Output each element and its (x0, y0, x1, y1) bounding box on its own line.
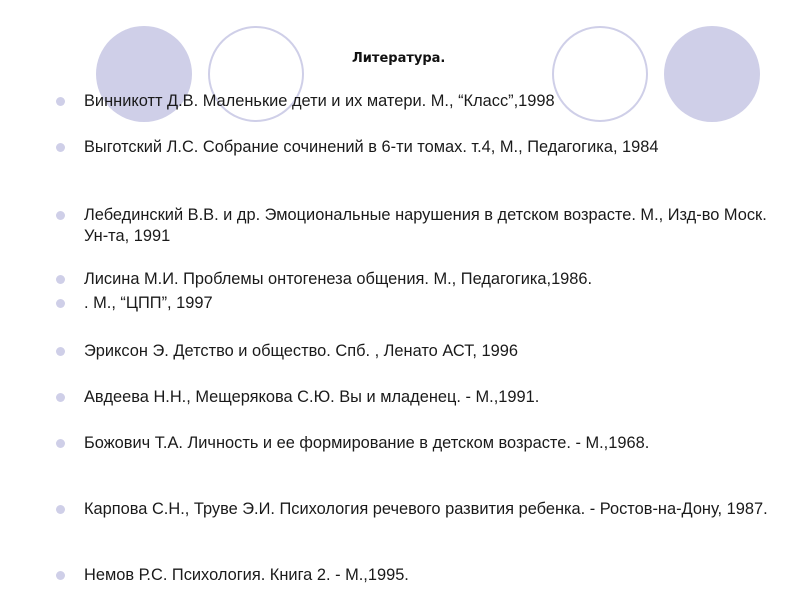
reference-item (84, 433, 774, 454)
bullet-icon (56, 211, 65, 220)
bullet-icon (56, 571, 65, 580)
reference-text: Авдеева Н.Н., Мещерякова С.Ю. Вы и младенец. - М.,1991. (84, 388, 540, 406)
slide-title: Литература. (352, 51, 446, 66)
reference-item (84, 565, 774, 586)
reference-item (84, 341, 774, 362)
reference-item (84, 269, 774, 290)
reference-item (84, 205, 774, 247)
bullet-icon (56, 505, 65, 514)
reference-item (84, 387, 774, 408)
reference-item (84, 499, 774, 520)
reference-text: Немов Р.С. Психология. Книга 2. - М.,1995. (84, 566, 409, 584)
reference-text: . М., “ЦПП”, 1997 (84, 294, 213, 312)
bullet-icon (56, 393, 65, 402)
bullet-icon (56, 347, 65, 356)
bullet-icon (56, 299, 65, 308)
reference-text: Карпова С.Н., Труве Э.И. Психология речевого развития ребенка. - Ростов-на-Дону, 1987. (84, 500, 768, 518)
bullet-icon (56, 439, 65, 448)
reference-text: Божович Т.А. Личность и ее формирование в детском возрасте. - М.,1968. (84, 434, 650, 452)
reference-text: Выготский Л.С. Собрание сочинений в 6-ти томах. т.4, М., Педагогика, 1984 (84, 138, 659, 156)
reference-text: Лебединский В.В. и др. Эмоциональные нарушения в детском возрасте. М., Изд-во Моск. Ун-та, 1991 (84, 206, 767, 245)
reference-text: Эриксон Э. Детство и общество. Спб. , Ленато АСТ, 1996 (84, 342, 518, 360)
bullet-icon (56, 97, 65, 106)
reference-text: Лисина М.И. Проблемы онтогенеза общения. М., Педагогика,1986. (84, 270, 593, 288)
bullet-icon (56, 143, 65, 152)
reference-item (84, 91, 774, 112)
reference-item (84, 293, 774, 314)
reference-text: Винникотт Д.В. Маленькие дети и их матери. М., “Класс”,1998 (84, 92, 555, 110)
reference-item (84, 137, 774, 158)
bullet-icon (56, 275, 65, 284)
